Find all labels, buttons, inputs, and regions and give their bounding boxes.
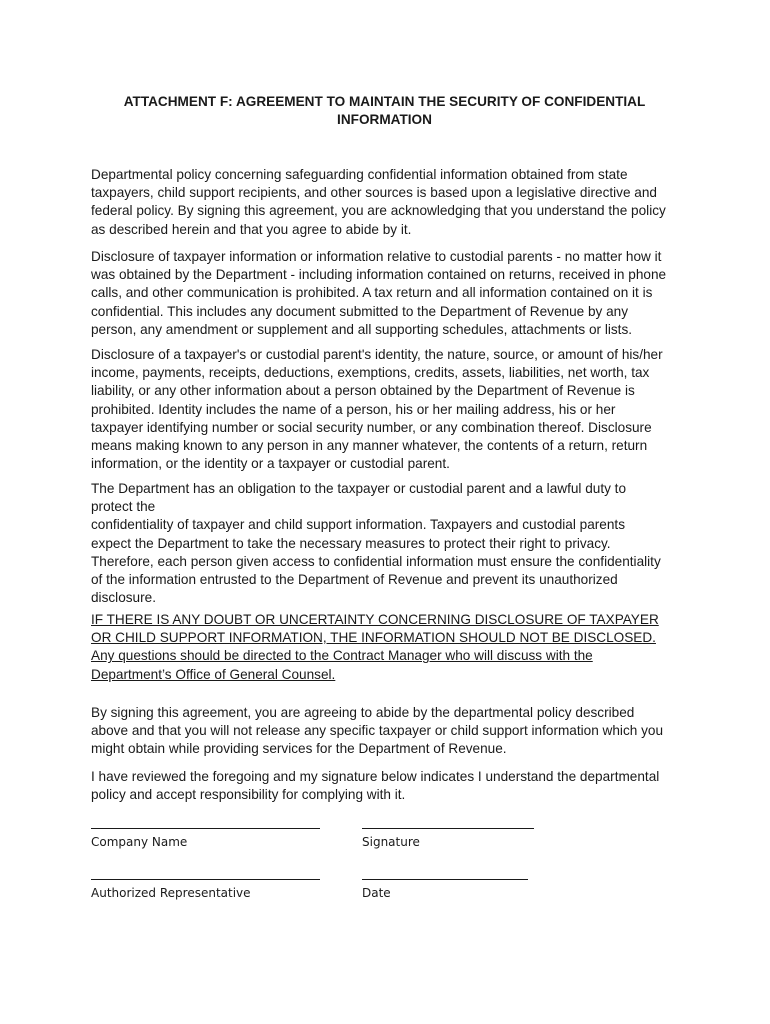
company-name-underline [91, 828, 320, 829]
text-line: expect the Department to take the necessary measures to protect their right to privacy. [91, 535, 611, 551]
text-line: Department’s Office of General Counsel. [91, 666, 336, 682]
text-line: taxpayer identifying number or social security number, or any combination thereof. Disclosure [91, 419, 652, 435]
text-line: disclosure. [91, 590, 156, 606]
date-underline [362, 879, 528, 880]
agreement-paragraph [91, 704, 681, 759]
acknowledgement-paragraph [91, 768, 681, 804]
text-line: of the information entrusted to the Department of Revenue and prevent its unauthorized [91, 572, 618, 588]
text-line: above and that you will not release any specific taxpayer or child support information which you [91, 723, 664, 739]
text-line: calls, and other communication is prohibited. A tax return and all information contained on it is [91, 285, 653, 301]
authorized-representative-underline [91, 879, 320, 880]
signature-label: Signature [362, 835, 420, 849]
date-field[interactable] [362, 879, 528, 900]
text-line: confidentiality of taxpayer and child support information. Taxpayers and custodial parents [91, 517, 625, 533]
text-line: means making known to any person in any manner whatever, the contents of a return, return [91, 438, 648, 454]
text-line: Therefore, each person given access to confidential information must ensure the confidentiality [91, 553, 661, 569]
company-name-label: Company Name [91, 835, 188, 849]
text-line: was obtained by the Department - including information contained on returns, received in phone [91, 267, 667, 283]
text-line: Disclosure of a taxpayer's or custodial parent's identity, the nature, source, or amount of his/her [91, 347, 663, 362]
title-line: INFORMATION [337, 112, 432, 127]
text-line: information, or the identity or a taxpayer or custodial parent. [91, 456, 450, 472]
policy-intro-paragraph [91, 166, 681, 239]
text-line: person, any amendment or supplement and all supporting schedules, attachments or lists. [91, 321, 633, 337]
text-line: taxpayers, child support recipients, and other sources is based upon a legislative directive and [91, 185, 657, 201]
title-line: ATTACHMENT F: AGREEMENT TO MAINTAIN THE SECURITY OF CONFIDENTIAL [123, 94, 646, 109]
disclosure-paragraph [91, 248, 681, 339]
warning-paragraph [91, 611, 681, 684]
text-line: policy and accept responsibility for complying with it. [91, 787, 406, 803]
text-line: as described herein and that you agree to abide by it. [91, 221, 412, 237]
text-line: The Department has an obligation to the taxpayer or custodial parent and a lawful duty to [91, 481, 627, 496]
authorized-representative-field[interactable] [91, 879, 320, 900]
text-line: IF THERE IS ANY DOUBT OR UNCERTAINTY CONCERNING DISCLOSURE OF TAXPAYER [91, 612, 659, 627]
identity-disclosure-paragraph [91, 346, 681, 473]
text-line: might obtain while providing services for the Department of Revenue. [91, 741, 507, 757]
text-line: federal policy. By signing this agreement, you are acknowledging that you understand the policy [91, 203, 666, 219]
text-line: liability, or any other information about a person obtained by the Department of Revenue is [91, 383, 635, 399]
document-title [92, 93, 677, 129]
text-line: income, payments, receipts, deductions, exemptions, credits, assets, liabilities, net worth, tax [91, 365, 650, 381]
company-name-field[interactable] [91, 828, 320, 849]
text-line: prohibited. Identity includes the name of a person, his or her mailing address, his or her [91, 401, 616, 417]
text-line: confidential. This includes any document submitted to the Department of Revenue by any [91, 303, 629, 319]
text-line: I have reviewed the foregoing and my signature below indicates I understand the departmental [91, 769, 660, 784]
date-label: Date [362, 886, 391, 900]
text-line: OR CHILD SUPPORT INFORMATION, THE INFORMATION SHOULD NOT BE DISCLOSED. [91, 630, 656, 646]
signature-field[interactable] [362, 828, 534, 849]
text-line: Departmental policy concerning safeguarding confidential information obtained from state [91, 167, 628, 182]
obligation-paragraph [91, 480, 681, 607]
authorized-representative-label: Authorized Representative [91, 886, 251, 900]
text-line: Disclosure of taxpayer information or information relative to custodial parents - no matter how it [91, 249, 662, 264]
text-line: By signing this agreement, you are agreeing to abide by the departmental policy described [91, 705, 635, 720]
signature-underline [362, 828, 534, 829]
text-line: Any questions should be directed to the Contract Manager who will discuss with the [91, 648, 593, 664]
text-line: protect the [91, 499, 156, 515]
